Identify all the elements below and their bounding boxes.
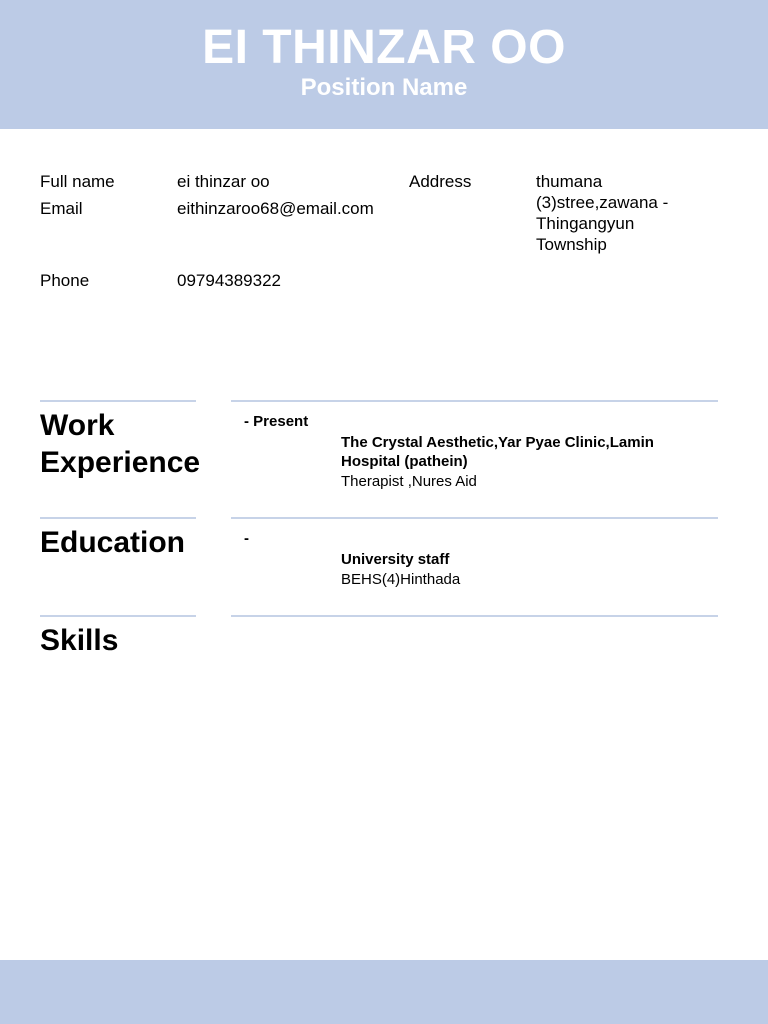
email-label: Email	[40, 199, 83, 218]
work-company: The Crystal Aesthetic,Yar Pyae Clinic,Lamin Hospital (pathein)	[341, 434, 654, 470]
work-experience-heading: Work Experience	[40, 409, 201, 479]
full-name-value: ei thinzar oo	[177, 172, 270, 191]
skills-heading: Skills	[40, 624, 119, 657]
education-dates: -	[244, 530, 249, 547]
section-divider	[40, 400, 196, 402]
work-role: Therapist ,Nures Aid	[341, 473, 477, 490]
section-divider	[231, 517, 718, 519]
education-heading: Education	[40, 526, 186, 559]
address-value: thumana (3)stree,zawana -Thingangyun Township	[536, 172, 669, 254]
education-school: BEHS(4)Hinthada	[341, 571, 461, 588]
phone-value: 09794389322	[177, 271, 282, 290]
section-divider	[231, 400, 718, 402]
section-divider	[231, 615, 718, 617]
full-name-label: Full name	[40, 172, 115, 191]
section-divider	[40, 517, 196, 519]
address-label: Address	[409, 172, 472, 191]
position-title: Position Name	[300, 74, 468, 101]
work-dates: - Present	[244, 413, 309, 430]
email-value: eithinzaroo68@email.com	[177, 199, 374, 218]
education-degree: University staff	[341, 551, 450, 568]
candidate-name: EI THINZAR OO	[202, 21, 566, 74]
phone-label: Phone	[40, 271, 90, 290]
header-band	[0, 0, 768, 129]
footer-band	[0, 960, 768, 1024]
section-divider	[40, 615, 196, 617]
